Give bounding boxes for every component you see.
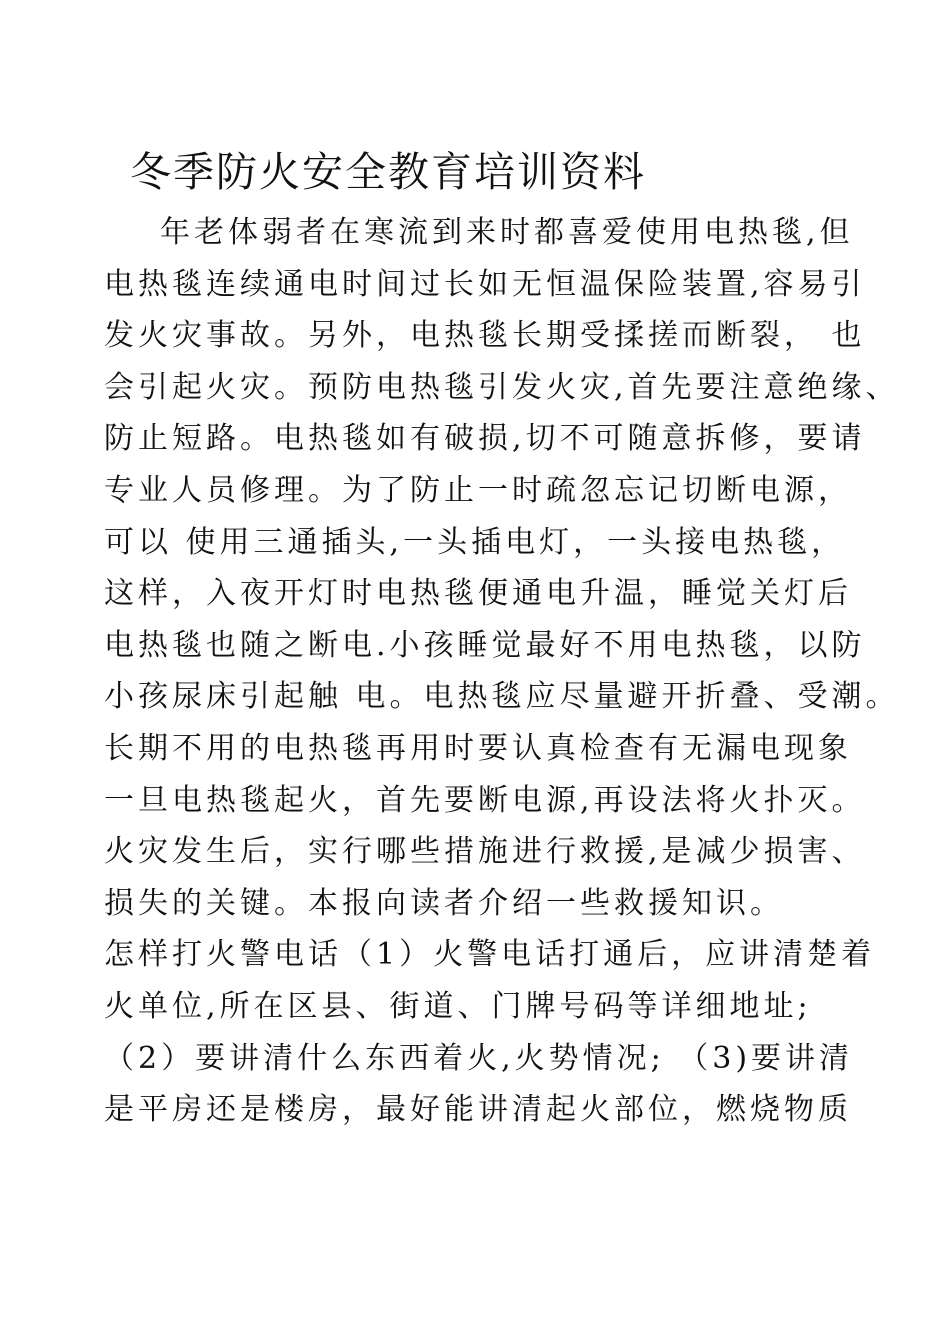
body-line: 长期不用的电热毯再用时要认真检查有无漏电现象 [104, 730, 852, 766]
body-line: 怎样打火警电话（1）火警电话打通后，应讲清楚着 [104, 937, 876, 973]
body-line: 会引起火灾。预防电热毯引发火灾,首先要注意绝缘、 [104, 369, 900, 405]
document-body [104, 207, 900, 1136]
body-line: 电热毯也随之断电.小孩睡觉最好不用电热毯，以防 [104, 627, 866, 663]
body-line: 年老体弱者在寒流到来时都喜爱使用电热毯,但 [160, 215, 854, 250]
body-line: 小孩尿床引起触 电。电热毯应尽量避开折叠、受潮。 [104, 679, 900, 715]
document-title: 冬季防火安全教育培训资料 [130, 148, 646, 196]
body-line: 可以 使用三通插头,一头插电灯，一头接电热毯， [104, 524, 846, 560]
body-line: 发火灾事故。另外，电热毯长期受揉搓而断裂， 也 [104, 318, 866, 354]
body-line: 专业人员修理。为了防止一时疏忽忘记切断电源， [104, 472, 852, 508]
body-line: 防止短路。电热毯如有破损,切不可随意拆修，要请 [104, 421, 866, 457]
body-line: （2）要讲清什么东西着火,火势情况; （3)要讲清 [104, 1040, 854, 1076]
body-line: 火灾发生后，实行哪些措施进行救援,是减少损害、 [104, 834, 866, 870]
body-line: 损失的关键。本报向读者介绍一些救援知识。 [104, 885, 784, 921]
body-line: 一旦电热毯起火，首先要断电源,再设法将火扑灭。 [104, 782, 866, 818]
body-line: 是平房还是楼房，最好能讲清起火部位，燃烧物质 [104, 1092, 852, 1128]
body-line: 这样，入夜开灯时电热毯便通电升温，睡觉关灯后 [104, 576, 852, 612]
body-line: 火单位,所在区县、街道、门牌号码等详细地址; [104, 988, 812, 1024]
body-line: 电热毯连续通电时间过长如无恒温保险装置,容易引 [104, 266, 866, 302]
